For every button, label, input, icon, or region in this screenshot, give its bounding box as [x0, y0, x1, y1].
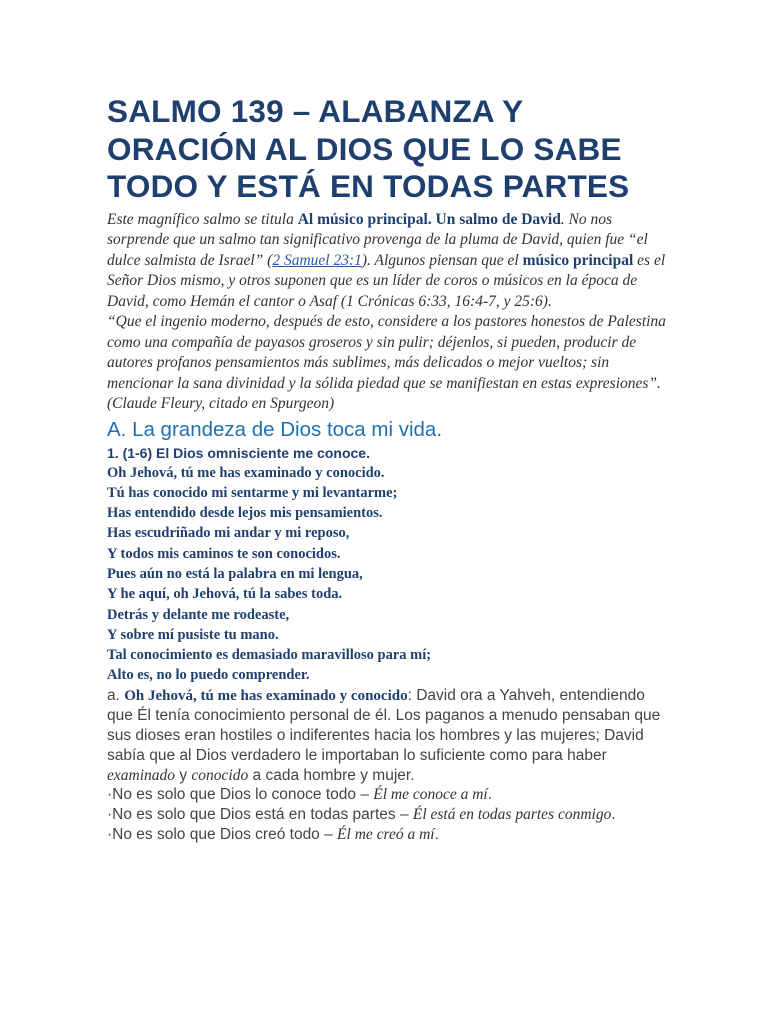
bullet-end: .	[611, 805, 616, 823]
bullet-end: .	[434, 825, 439, 843]
commentary-text-2: y	[175, 766, 192, 784]
intro-bold-musico: músico principal	[522, 251, 634, 269]
verse-line: Alto es, no lo puedo comprender.	[107, 667, 310, 684]
verse-line: Detrás y delante me rodeaste,	[107, 606, 290, 623]
commentary-a	[107, 686, 667, 786]
commentary-text-3: a cada hombre y mujer.	[248, 766, 415, 784]
verse-block	[107, 463, 667, 686]
intro-text-4: es el Señor Dios mismo, y otros suponen que es un líder de coros o músicos en la época de David, como Hemán el cantor o Asaf (1 Crónicas 6:33, 16:4-7, y 25:6).	[107, 251, 666, 310]
verse-line: Oh Jehová, tú me has examinado y conocido.	[107, 464, 385, 481]
commentary-label: a.	[107, 686, 125, 704]
bullet-emphasis: Él me conoce a mí	[373, 786, 488, 804]
verse-line: Y he aquí, oh Jehová, tú la sabes toda.	[107, 586, 343, 603]
section-a-heading: A. La grandeza de Dios toca mi vida.	[107, 417, 443, 441]
bullet-item	[107, 825, 667, 845]
verse-line: Y todos mis caminos te son conocidos.	[107, 545, 341, 562]
intro-paragraph	[107, 210, 667, 313]
intro-bold-title: Al músico principal. Un salmo de David	[297, 210, 561, 228]
bullet-text: ·No es solo que Dios creó todo –	[107, 825, 338, 843]
bullet-item	[107, 805, 667, 825]
bullet-item	[107, 785, 667, 805]
verse-line: Has escudriñado mi andar y mi reposo,	[107, 525, 350, 542]
verse-line: Pues aún no está la palabra en mi lengua,	[107, 565, 363, 582]
subsection-1-heading: 1. (1-6) El Dios omnisciente me conoce.	[107, 444, 370, 461]
document-content	[107, 93, 667, 844]
page-title: SALMO 139 – ALABANZA Y ORACIÓN AL DIOS QUE LO SABE TODO Y ESTÁ EN TODAS PARTES	[107, 93, 630, 204]
verse-line: Has entendido desde lejos mis pensamientos.	[107, 505, 383, 522]
intro-text-1: Este magnífico salmo se titula	[107, 210, 298, 228]
commentary-lead: Oh Jehová, tú me has examinado y conocido	[124, 687, 408, 704]
intro-text-3: ). Algunos piensan que el	[361, 251, 523, 269]
intro-text-2: . No nos sorprende que un salmo tan significativo provenga de la pluma de David, quien fue “el dulce salmista de Israel” (	[107, 210, 648, 269]
verse-line: Tal conocimiento es demasiado maravilloso para mí;	[107, 647, 432, 664]
bullet-emphasis: Él me creó a mí	[337, 825, 435, 843]
bullet-text: ·No es solo que Dios está en todas partes –	[107, 805, 413, 823]
verse-line: Y sobre mí pusiste tu mano.	[107, 626, 279, 643]
commentary-text-1: : David ora a Yahveh, entendiendo que Él tenía conocimiento personal de él. Los paganos a menudo pensaban que sus dioses eran hostiles o indiferentes hacia los hombres y las mujeres; David sabía que al Dios verdadero le importaban lo suficiente como para haber	[107, 686, 661, 764]
verse-line: Tú has conocido mi sentarme y mi levantarme;	[107, 484, 398, 501]
bullet-end: .	[487, 786, 493, 804]
bullet-emphasis: Él está en todas partes conmigo	[412, 805, 612, 823]
commentary-em-examinado: examinado	[107, 766, 176, 784]
scripture-link[interactable]: 2 Samuel 23:1	[272, 251, 362, 269]
bullet-text: ·No es solo que Dios lo conoce todo –	[107, 786, 374, 804]
fleury-quote: “Que el ingenio moderno, después de esto, considere a los pastores honestos de Palestina como una compañía de payasos groseros y sin pulir; déjenlos, si pueden, producir de autores profanos pensamientos más sublimes, más delicados o mejor vueltos; sin mencionar la sana divinidad y la sólida piedad que se manifiestan en estas expresiones”. (Claude Fleury, citado en Spurgeon)	[107, 313, 666, 412]
commentary-em-conocido: conocido	[191, 766, 249, 784]
